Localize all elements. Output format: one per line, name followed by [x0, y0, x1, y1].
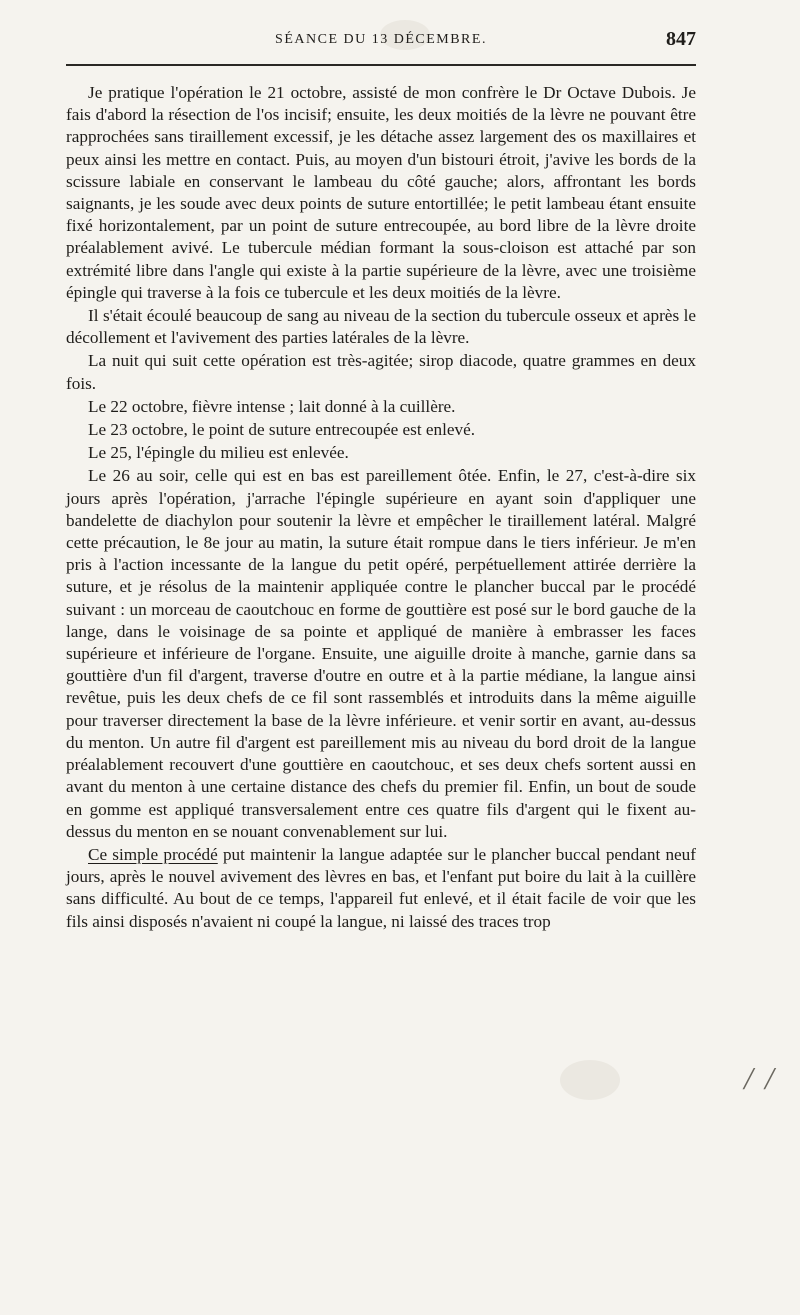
paragraph: Le 22 octobre, fièvre intense ; lait donné à la cuillère. [88, 396, 456, 416]
paragraph: Il s'était écoulé beaucoup de sang au niveau de la section du tubercule osseux et après le décollement et l'avivement des parties latérales de la lèvre. [66, 306, 696, 348]
header-rule [66, 64, 696, 66]
paragraph: Le 25, l'épingle du milieu est enlevée. [88, 443, 349, 463]
body-text [66, 82, 696, 934]
paragraph: Je pratique l'opération le 21 octobre, assisté de mon confrère le Dr Octave Dubois. Je fais d'abord la résection de l'os incisif; ensuite, les deux moitiés de la lèvre ne pouvant être rapprochées sans tiraillement excessif, je les détache assez largement des os maxillaires et peux ainsi les mettre en contact. Puis, au moyen d'un bistouri étroit, j'avive les bords de la scissure labiale en conservant le lambeau du côté gauche; alors, affrontant les bords saignants, je les soude avec deux points de suture entortillée; le petit lambeau étant ensuite fixé horizontalement, par un point de suture entrecoupée, au bord libre de la lèvre droite préalablement avivé. Le tubercule médian formant la sous-cloison est attaché par son extrémité libre dans l'angle qui existe à la partie supérieure de la lèvre, avec une troisième épingle qui traverse à la fois ce tubercule et les deux moitiés de la lèvre. [66, 83, 696, 302]
running-title: SÉANCE DU 13 DÉCEMBRE. [275, 32, 487, 47]
paper-stain [560, 1060, 620, 1100]
paragraph: Le 23 octobre, le point de suture entrecoupée est enlevé. [88, 420, 476, 440]
page-number: 847 [666, 28, 696, 50]
paragraph: La nuit qui suit cette opération est très-agitée; sirop diacode, quatre grammes en deux fois. [66, 351, 696, 393]
paragraph-continuation: put maintenir la langue adaptée sur le plancher buccal pendant neuf jours, après le nouvel avivement des lèvres en bas, et l'enfant put boire du lait à la cuillère sans difficulté. Au bout de ce temps, l'appareil fut enlevé, et il était facile de voir que les fils ainsi disposés n'avaient ni coupé la langue, ni laissé des traces trop [66, 844, 696, 931]
paragraph: Le 26 au soir, celle qui est en bas est pareillement ôtée. Enfin, le 27, c'est-à-dire six jours après l'opération, j'arrache l'épingle supérieure en ayant soin d'appliquer une bandelette de diachylon pour soutenir la lèvre et empêcher le tiraillement latéral. Malgré cette précaution, le 8e jour au matin, la suture était rompue dans le tiers inférieur. Je m'en pris à l'action incessante de la langue du petit opéré, perpétuellement attirée derrière la suture, et je résolus de la maintenir appliquée contre le plancher buccal par le procédé suivant : un morceau de caoutchouc en forme de gouttière est posé sur le bord gauche de la lange, dans le voisinage de sa pointe et appliqué de manière à embrasser les faces supérieure et inférieure de l'organe. Ensuite, une aiguille droite à manche, garnie dans sa gouttière d'un fil d'argent, traverse d'outre en outre et à la partie médiane, la langue ainsi revêtue, puis les deux chefs de ce fil sont rassemblés et introduits dans la même aiguille pour traverser directement la base de la lèvre inférieure. et venir sortir en avant, au-dessus du menton. Un autre fil d'argent est pareillement mis au niveau du bord droit de la langue préalablement recouvert d'une gouttière en caoutchouc, et ses deux chefs sortent aussi en avant du menton à une certaine distance des chefs du premier fil. Enfin, un bout de soude en gomme est appliqué transversalement entre ces quatre fils d'argent qui le fixent au-dessus du menton en se nouant convenablement sur lui. [66, 466, 696, 841]
page-header [66, 28, 696, 56]
margin-annotation: / / [744, 1060, 776, 1096]
paragraph-last [66, 844, 696, 933]
underlined-phrase: Ce simple procédé [88, 844, 218, 864]
